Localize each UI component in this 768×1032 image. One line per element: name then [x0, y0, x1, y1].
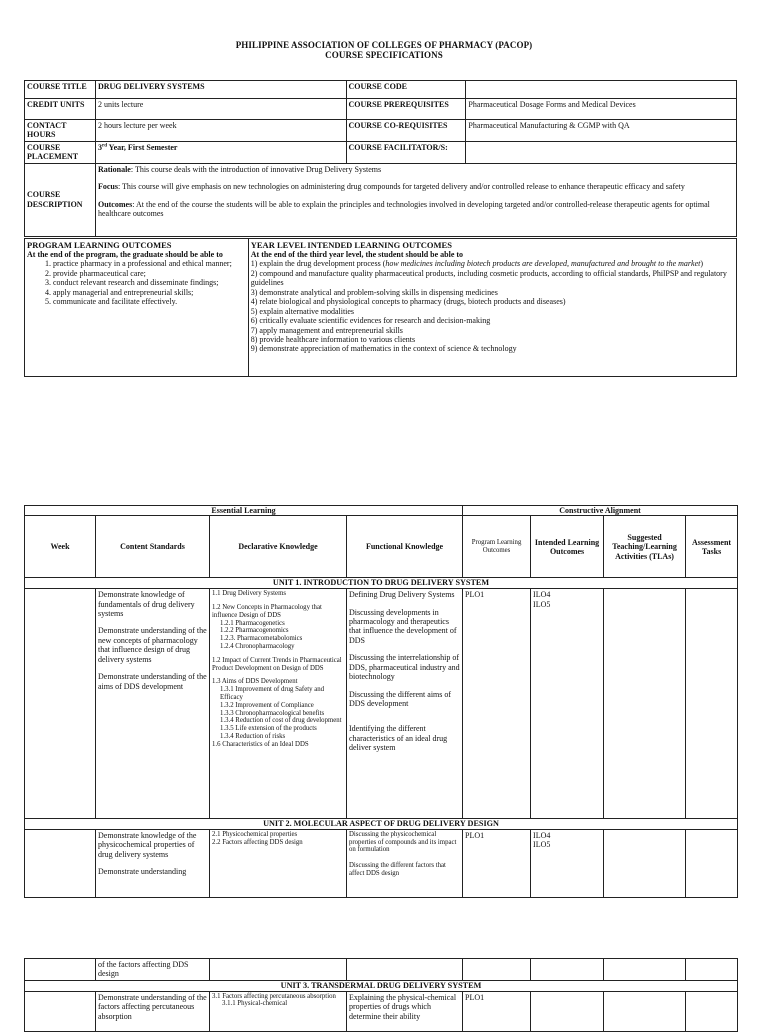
unit-1-declarative — [210, 589, 347, 819]
cont-assessment — [686, 959, 738, 981]
prerequisites-value: Pharmaceutical Dosage Forms and Medical Devices — [466, 99, 737, 120]
unit-1-content-standards — [96, 589, 210, 819]
corequisites-value: Pharmaceutical Manufacturing & CGMP with QA — [466, 120, 737, 142]
col-intended-learning-outcomes: Intended Learning Outcomes — [531, 516, 604, 578]
subtopic: 1.2.1 Pharmacogenetics — [220, 619, 285, 627]
unit-1-title: UNIT 1. INTRODUCTION TO DRUG DELIVERY SYSTEM — [25, 578, 738, 589]
unit-2-declarative — [210, 829, 347, 897]
col-functional-knowledge: Functional Knowledge — [347, 516, 463, 578]
col-content-standards: Content Standards — [96, 516, 210, 578]
unit-3-week — [25, 991, 96, 1031]
topic: 3.1 Factors affecting percutaneous absorption — [212, 992, 336, 1000]
unit-3-assessment — [686, 991, 738, 1031]
topic: 1.1 Drug Delivery Systems — [212, 590, 287, 598]
topic: 1.3 Aims of DDS Development — [212, 678, 298, 686]
continuation-table — [24, 958, 738, 1032]
course-code-label: COURSE CODE — [346, 81, 466, 99]
cont-functional — [347, 959, 463, 981]
unit-3-content-standards: Demonstrate understanding of the factors affecting percutaneous absorption — [96, 991, 210, 1031]
plo-item: 5. communicate and facilitate effectively. — [53, 297, 246, 306]
ylo-item: 3) demonstrate analytical and problem-solving skills in dispensing medicines — [250, 287, 498, 297]
col-week: Week — [25, 516, 96, 578]
course-placement-value: 3rd Year, First Semester — [95, 141, 346, 163]
plo-heading: PROGRAM LEARNING OUTCOMES — [27, 240, 172, 250]
plo-item: 3. conduct relevant research and disseminate findings; — [53, 278, 246, 287]
unit-3-ilo — [531, 991, 604, 1031]
course-title-value: DRUG DELIVERY SYSTEMS — [95, 81, 346, 99]
plo-item: 4. apply managerial and entrepreneurial skills; — [53, 288, 246, 297]
subtopic: 1.3.4 Reduction of risks — [220, 733, 286, 741]
unit-2-tlas — [604, 829, 686, 897]
topic: 2.2 Factors affecting DDS design — [212, 838, 303, 846]
focus-paragraph: Focus: This course will give emphasis on new technologies on administering drug compounds for targeted delivery and/or controlled release to enhance therapeutic efficacy and safety — [97, 182, 685, 192]
course-description-label: COURSE DESCRIPTION — [25, 163, 96, 236]
constructive-alignment-header: Constructive Alignment — [463, 506, 738, 516]
unit-2-content-standards — [96, 829, 210, 897]
functional-item: Defining Drug Delivery Systems — [349, 590, 455, 600]
functional-item: Discussing the interrelationship of DDS, pharmaceutical industry and biotechnology — [349, 653, 460, 682]
subtopic: 1.3.1 Improvement of drug Safety and Efficacy — [220, 686, 325, 702]
subtopic: 1.2.4 Chronopharmacology — [220, 642, 295, 650]
contact-hours-value: 2 hours lecture per week — [95, 120, 346, 142]
course-spec-table — [24, 80, 737, 237]
col-assessment-tasks: Assessment Tasks — [686, 516, 738, 578]
cont-ilo — [531, 959, 604, 981]
course-title-label: COURSE TITLE — [25, 81, 96, 99]
unit-3-functional: Explaining the physical-chemical properties of drugs which determine their ability — [347, 991, 463, 1031]
facilitators-value — [466, 141, 737, 163]
cont-plo — [463, 959, 531, 981]
topic: 2.1 Physicochemical properties — [212, 830, 298, 838]
subtopic: 1.2.3. Pharmacometabolomics — [220, 635, 303, 643]
content-standard: Demonstrate understanding of the aims of DDS development — [98, 672, 207, 691]
ylo-item: 5) explain alternative modalities — [250, 306, 355, 316]
ylo-item: 6) critically evaluate scientific evidences for research and decision-making — [250, 316, 491, 326]
unit-3-title: UNIT 3. TRANSDERMAL DRUG DELIVERY SYSTEM — [25, 981, 738, 992]
functional-item: Discussing the different aims of DDS development — [349, 689, 452, 709]
plo-item: 2. provide pharmaceutical care; — [53, 269, 246, 278]
facilitators-label: COURSE FACILITATOR/S: — [346, 141, 466, 163]
document-title: PHILIPPINE ASSOCIATION OF COLLEGES OF PHARMACY (PACOP) — [235, 40, 533, 50]
unit-1-plo: PLO1 — [463, 589, 531, 819]
unit-3-tlas — [604, 991, 686, 1031]
rationale-paragraph: Rationale: This course deals with the introduction of innovative Drug Delivery Systems — [97, 164, 382, 174]
unit-2-title: UNIT 2. MOLECULAR ASPECT OF DRUG DELIVERY DESIGN — [25, 819, 738, 830]
content-standard: Demonstrate understanding of the new concepts of pharmacology that influence design of drug delivery systems — [98, 626, 207, 664]
essential-learning-header: Essential Learning — [25, 506, 463, 516]
functional-item: Discussing developments in pharmacology and therapeutics that influence the development of DDS — [349, 607, 457, 645]
unit-2-plo: PLO1 — [463, 829, 531, 897]
unit-1-tlas — [604, 589, 686, 819]
ylo-subheading: At the end of the third year level, the student should be able to — [250, 250, 464, 260]
content-standard: Demonstrate understanding — [98, 867, 187, 877]
content-standard: Demonstrate knowledge of fundamentals of drug delivery systems — [98, 590, 195, 618]
learning-grid-table — [24, 505, 738, 898]
plo-list — [27, 259, 246, 306]
contact-hours-label: CONTACT HOURS — [25, 120, 96, 142]
functional-item: Discussing the different factors that affect DDS design — [349, 862, 446, 878]
ylo-item: 2) compound and manufacture quality pharmaceutical products, including cosmetic products, according to official standards, PhilPSP and regulatory guidelines — [250, 268, 727, 288]
topic: 1.2 Impact of Current Trends in Pharmaceutical Product Development on Design of DDS — [212, 656, 342, 672]
course-code-value — [466, 81, 737, 99]
plo-subheading: At the end of the program, the graduate should be able to — [27, 250, 223, 260]
unit-1-ilo: ILO4 ILO5 — [531, 589, 604, 819]
plo-item: 1. practice pharmacy in a professional and ethical manner; — [53, 259, 246, 268]
subtopic: 1.2.2 Pharmacogenomics — [220, 627, 289, 635]
unit-1-functional — [347, 589, 463, 819]
cont-content-standards: of the factors affecting DDS design — [96, 959, 210, 981]
subtopic: 3.1.1 Physical-chemical — [222, 1000, 288, 1008]
year-level-outcomes — [248, 239, 736, 377]
content-standard: Demonstrate knowledge of the physicochemical properties of drug delivery systems — [98, 830, 197, 859]
course-description — [95, 163, 736, 236]
unit-2-functional — [347, 829, 463, 897]
subtopic: 1.3.2 Improvement of Compliance — [220, 701, 314, 709]
ylo-item: 9) demonstrate appreciation of mathematics in the context of science & technology — [250, 344, 517, 354]
document-subtitle: COURSE SPECIFICATIONS — [325, 50, 443, 60]
unit-1-assessment — [686, 589, 738, 819]
unit-3-declarative — [210, 991, 347, 1031]
subtopic: 1.3.3 Chronopharmacological benefits — [220, 709, 325, 717]
unit-2-ilo: ILO4 ILO5 — [531, 829, 604, 897]
cont-declarative — [210, 959, 347, 981]
course-placement-label: COURSE PLACEMENT — [25, 141, 96, 163]
outcomes-table — [24, 238, 737, 377]
ylo-item: 8) provide healthcare information to various clients — [250, 334, 416, 344]
topic: 1.6 Characteristics of an Ideal DDS — [212, 740, 309, 748]
col-tlas: Suggested Teaching/Learning Activities (TLAs) — [604, 516, 686, 578]
unit-2-assessment — [686, 829, 738, 897]
topic: 1.2 New Concepts in Pharmacology that influence Design of DDS — [212, 603, 322, 619]
credit-units-value: 2 units lecture — [95, 99, 346, 120]
subtopic: 1.3.5 Life extension of the products — [220, 725, 317, 733]
prerequisites-label: COURSE PREREQUISITES — [346, 99, 466, 120]
corequisites-label: COURSE CO-REQUISITES — [346, 120, 466, 142]
program-learning-outcomes — [25, 239, 249, 377]
ylo-heading: YEAR LEVEL INTENDED LEARNING OUTCOMES — [250, 240, 452, 250]
functional-item: Discussing the physicochemical properties of compounds and its impact on formulation — [349, 830, 457, 854]
ylo-item: 7) apply management and entrepreneurial skills — [250, 325, 403, 335]
subtopic: 1.3.4 Reduction of cost of drug development — [220, 717, 342, 725]
credit-units-label: CREDIT UNITS — [25, 99, 96, 120]
ylo-item: 4) relate biological and physiological concepts to pharmacy (drugs, biotech products and diseases) — [250, 297, 566, 307]
unit-2-week — [25, 829, 96, 897]
cont-week — [25, 959, 96, 981]
cont-tlas — [604, 959, 686, 981]
functional-item: Identifying the different characteristics of an ideal drug deliver system — [349, 724, 448, 753]
col-program-learning-outcomes: Program Learning Outcomes — [463, 516, 531, 578]
unit-3-plo: PLO1 — [463, 991, 531, 1031]
outcomes-paragraph: Outcomes: At the end of the course the students will be able to explain the principles and technologies involved in developing targeted and/or controlled-release therapeutic agents for optimal healthcare outcomes — [97, 199, 710, 219]
col-declarative-knowledge: Declarative Knowledge — [210, 516, 347, 578]
ylo-item: 1) explain the drug development process (how medicines including biotech products are developed, manufactured and brought to the market) — [250, 259, 704, 269]
unit-1-week — [25, 589, 96, 819]
